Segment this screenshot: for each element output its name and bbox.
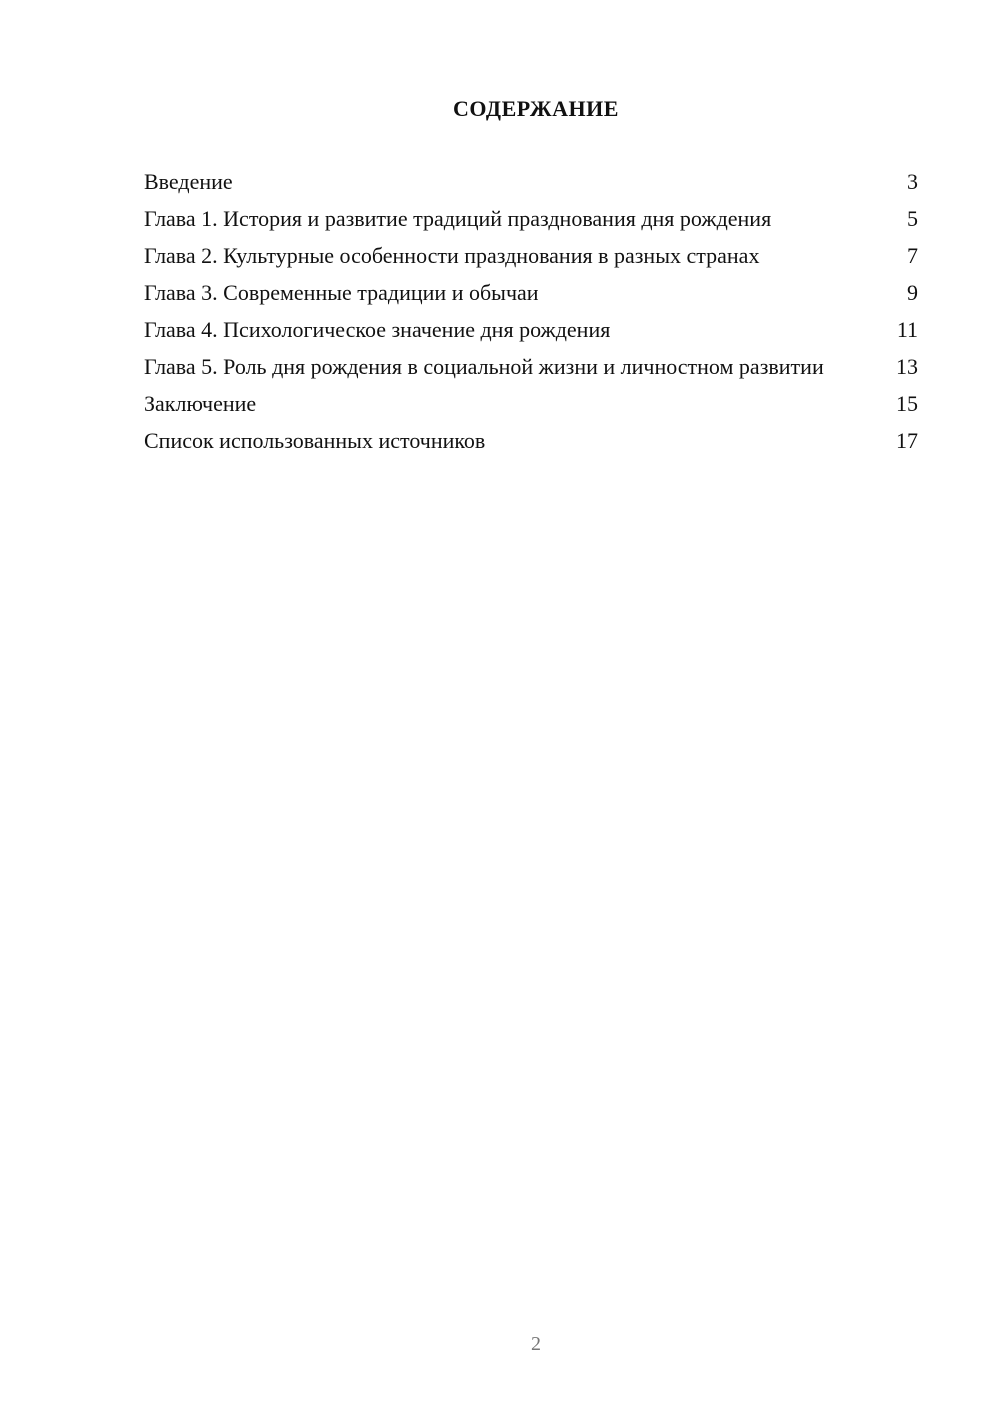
toc-entry-label: Введение <box>144 169 233 194</box>
toc-entry-page: 13 <box>896 354 918 379</box>
toc-entry-label: Список использованных источников <box>144 428 486 453</box>
toc-entry <box>144 390 918 418</box>
toc-entry-page: 7 <box>907 243 918 268</box>
page-number: 2 <box>531 1333 541 1355</box>
toc-entry-label: Глава 5. Роль дня рождения в социальной жизни и личностном развитии <box>144 354 824 379</box>
toc-entry-page: 3 <box>907 169 918 194</box>
toc-entry-label: Глава 3. Современные традиции и обычаи <box>144 280 539 305</box>
toc-entry-page: 15 <box>896 391 918 416</box>
toc-entry <box>144 242 918 270</box>
toc-entry-page: 9 <box>907 280 918 305</box>
toc-entry <box>144 279 918 307</box>
toc-entry-label: Глава 4. Психологическое значение дня рождения <box>144 317 611 342</box>
toc-entry <box>144 205 918 233</box>
toc-entry <box>144 427 918 455</box>
toc-entry-label: Глава 1. История и развитие традиций празднования дня рождения <box>144 206 772 231</box>
toc-entry-page: 11 <box>896 317 918 342</box>
toc-entry <box>144 316 918 344</box>
toc-entry <box>144 168 918 196</box>
table-of-contents <box>144 168 918 464</box>
toc-entry-page: 5 <box>907 206 918 231</box>
toc-entry-label: Глава 2. Культурные особенности празднования в разных странах <box>144 243 760 268</box>
toc-entry <box>144 353 918 381</box>
toc-entry-page: 17 <box>896 428 918 453</box>
toc-title: СОДЕРЖАНИЕ <box>453 96 619 121</box>
toc-entry-label: Заключение <box>144 391 257 416</box>
